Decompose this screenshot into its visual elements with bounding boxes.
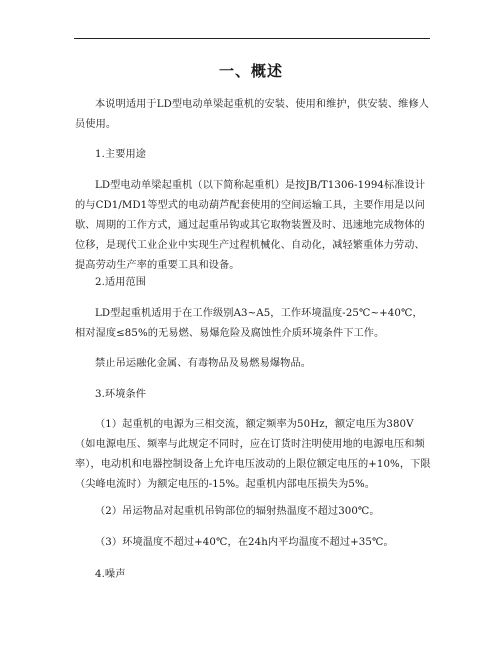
- paragraph-ambient-temperature: （3）环境温度不超过+40℃，在24h内平均温度不超过+35℃。: [95, 537, 394, 548]
- paragraph-radiant-heat: （2）吊运物品对起重机吊钩部位的辐射热温度不超过300℃。: [95, 506, 380, 517]
- page-title: 一、概述: [218, 62, 283, 80]
- paragraph-scope: LD型起重机适用于在工作级别A3~A5，工作环境温度-25℃~+40℃，相对湿度≤85%的无易燃、易爆危险及腐蚀性介质环境条件下工作。: [75, 308, 423, 339]
- section-heading-usage: 1.主要用途: [95, 149, 147, 160]
- paragraph-prohibition: 禁止吊运融化金属、有毒物品及易燃易爆物品。: [95, 358, 312, 369]
- section-heading-scope: 2.适用范围: [95, 277, 147, 288]
- paragraph-intro: 本说明适用于LD型电动单梁起重机的安装、使用和维护，供安装、维修人员使用。: [75, 99, 430, 130]
- section-heading-noise: 4.噪声: [95, 569, 126, 580]
- paragraph-power-supply: （1）起重机的电源为三相交流，额定频率为50Hz，额定电压为380V（如电源电压、频率与此规定不同时，应在订货时注明使用地的电源电压和频率），电动机和电器控制设备上允许电压波动的上限位额定电压的+10%，下限（尖峰电流时）为额定电压的-15%。起重机内部电压损失为5%。: [75, 419, 431, 490]
- header-rule: [74, 38, 430, 39]
- paragraph-usage: LD型电动单梁起重机（以下简称起重机）是按JB/T1306-1994标准设计的与CD1/MD1等型式的电动葫芦配套使用的空间运输工具，主要作用是以问歇、周期的工作方式，通过起重吊钩或其它取物装置及时、迅速地完成物体的位移，是现代工业企业中实现生产过程机械化、自动化，减轻繁重体力劳动、提高劳动生产率的重要工具和设备。: [75, 180, 426, 271]
- section-heading-environment: 3.环境条件: [95, 389, 147, 400]
